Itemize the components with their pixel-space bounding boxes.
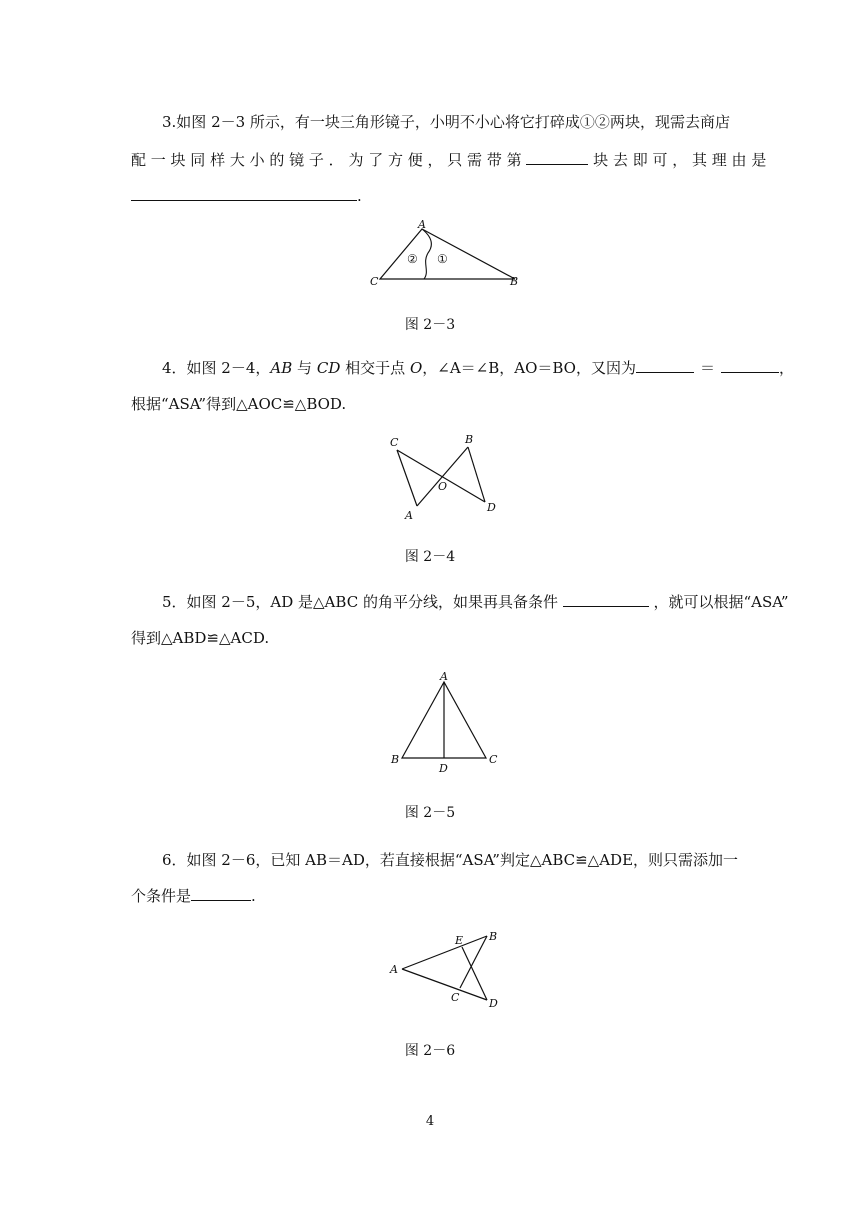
label-c: C <box>451 991 460 1004</box>
q4-line2: 根据“ASA”得到△AOC≌△BOD. <box>131 395 347 413</box>
label-b: B <box>391 753 400 766</box>
q6-line2-text-a: 个条件是 <box>131 887 192 905</box>
q5-line1-text-a: 5．如图 2－5，AD 是△ABC 的角平分线，如果再具备条件 <box>162 593 558 611</box>
q4-jiao: 相交于点 <box>345 359 406 377</box>
q4-line1 <box>162 358 795 378</box>
label-b: B <box>465 433 474 446</box>
label-a: A <box>418 218 426 231</box>
label-e: E <box>455 934 464 947</box>
label-d: D <box>439 762 448 775</box>
label-a: A <box>440 670 448 683</box>
q3-line2 <box>131 150 767 170</box>
q4-cd: CD <box>316 359 341 377</box>
q4-o: O <box>409 359 423 377</box>
piece-2-label: ② <box>407 252 418 266</box>
q5-line1 <box>162 592 789 612</box>
q4-answer-blank-2[interactable] <box>721 358 779 373</box>
caption-figure-2-3: 图 2－3 <box>404 317 456 333</box>
q3-line1: 3.如图 2－3 所示，有一块三角形镜子，小明不小心将它打碎成①②两块，现需去商店 <box>162 113 730 131</box>
q4-ab: AB <box>270 359 293 377</box>
page-number: 4 <box>425 1114 435 1129</box>
caption-figure-2-4: 图 2－4 <box>404 549 456 565</box>
segment-ca <box>397 450 417 506</box>
q3-line2-text-b: 块 去 即 可 ， 其 理 由 是 <box>593 151 767 169</box>
label-a: A <box>405 509 413 522</box>
crack-line <box>422 229 431 279</box>
q5-line1-text-b: ，就可以根据“ASA” <box>653 593 789 611</box>
q4-eq: ＝ <box>699 359 715 377</box>
label-a: A <box>390 963 398 976</box>
caption-figure-2-6: 图 2－6 <box>404 1043 456 1059</box>
label-b: B <box>489 930 498 943</box>
q5-answer-blank[interactable] <box>563 592 649 607</box>
piece-1-label: ① <box>437 252 448 266</box>
q4-line1-text-a: 4．如图 2－4， <box>162 359 271 377</box>
label-c: C <box>370 275 379 288</box>
label-d: D <box>489 997 498 1010</box>
label-b: B <box>510 275 519 288</box>
q6-answer-blank[interactable] <box>191 886 251 901</box>
q4-comma: ， <box>779 359 795 377</box>
q6-line2-text-b: . <box>251 887 256 905</box>
q6-line2 <box>131 886 731 906</box>
q5-line2: 得到△ABD≌△ACD. <box>131 629 270 647</box>
figure-2-5 <box>385 668 505 778</box>
caption-figure-2-5: 图 2－5 <box>404 805 456 821</box>
label-c: C <box>489 753 498 766</box>
q6-line1: 6．如图 2－6，已知 AB＝AD，若直接根据“ASA”判定△ABC≌△ADE，则只需添加一 <box>162 851 739 869</box>
q4-answer-blank-1[interactable] <box>636 358 694 373</box>
q3-line3-end: . <box>357 187 362 205</box>
q4-yu: 与 <box>297 359 313 377</box>
q3-line2-text-a: 配 一 块 同 样 大 小 的 镜 子 ． 为 了 方 便 ， 只 需 带 第 <box>131 151 522 169</box>
q3-answer-blank-2[interactable] <box>131 186 357 201</box>
segment-ab <box>402 936 487 969</box>
segment-bc <box>460 936 487 988</box>
label-d: D <box>487 501 496 514</box>
label-c: C <box>390 436 399 449</box>
q3-answer-blank-1[interactable] <box>526 150 588 165</box>
label-o: O <box>438 480 448 493</box>
q4-angles: ，∠A＝∠B，AO＝BO，又因为 <box>422 359 636 377</box>
figure-2-3 <box>360 215 530 295</box>
figure-2-4 <box>385 430 505 525</box>
q3-line3 <box>131 186 731 206</box>
figure-2-6 <box>385 925 510 1015</box>
